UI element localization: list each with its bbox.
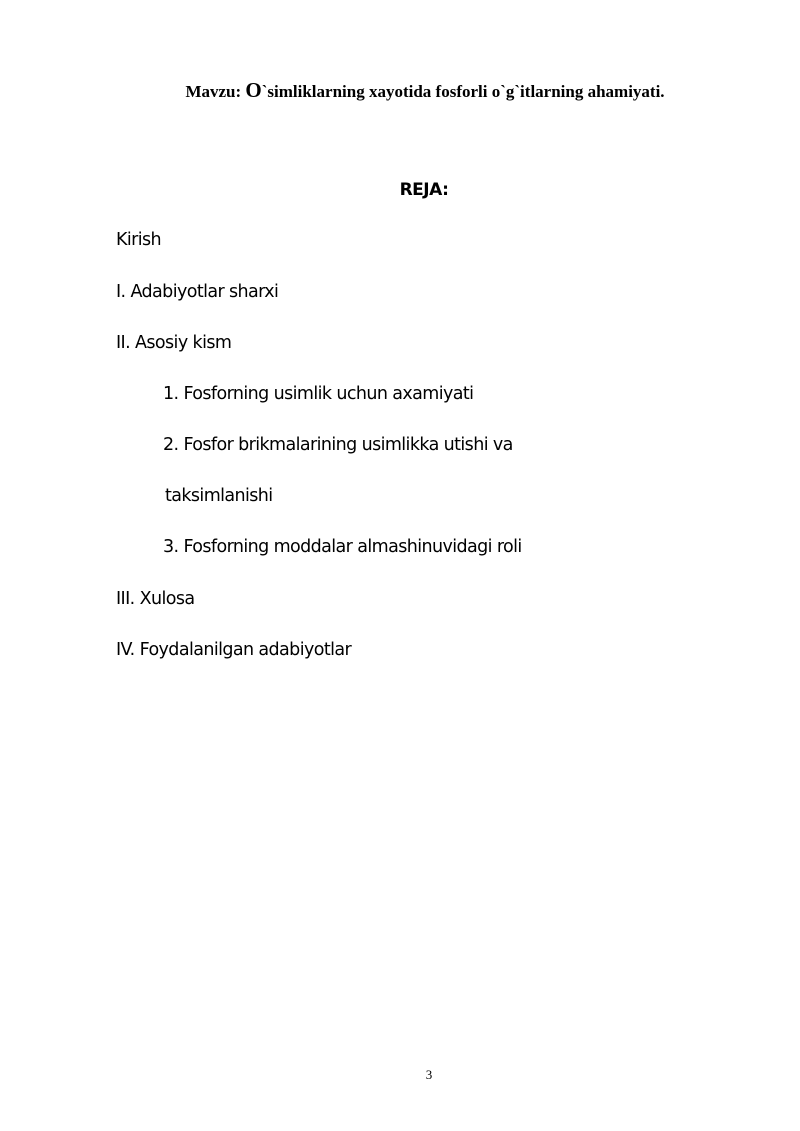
plan-subitem-1: 1. Fosforning usimlik uchun axamiyati — [163, 384, 474, 404]
plan-subitem-2: 2. Fosfor brikmalarining usimlikka utishi va — [163, 435, 513, 455]
title-prefix: Mavzu: — [185, 82, 246, 101]
plan-item-conclusion: III. Xulosa — [116, 589, 195, 609]
plan-item-references: IV. Foydalanilgan adabiyotlar — [116, 640, 352, 660]
plan-subitem-2-continuation: taksimlanishi — [165, 486, 273, 506]
title-first-letter: O — [245, 78, 262, 102]
plan-subitem-3: 3. Fosforning moddalar almashinuvidagi roli — [163, 537, 522, 557]
title-text: `simliklarning xayotida fosforli o`g`itlarning ahamiyati. — [261, 82, 665, 101]
plan-item-literature-review: I. Adabiyotlar sharxi — [116, 282, 279, 302]
plan-item-main-part: II. Asosiy kism — [116, 333, 232, 353]
document-title — [0, 78, 800, 103]
page-number: 3 — [425, 1067, 433, 1082]
plan-heading: REJA: — [399, 180, 449, 200]
plan-item-introduction: Kirish — [116, 230, 162, 250]
